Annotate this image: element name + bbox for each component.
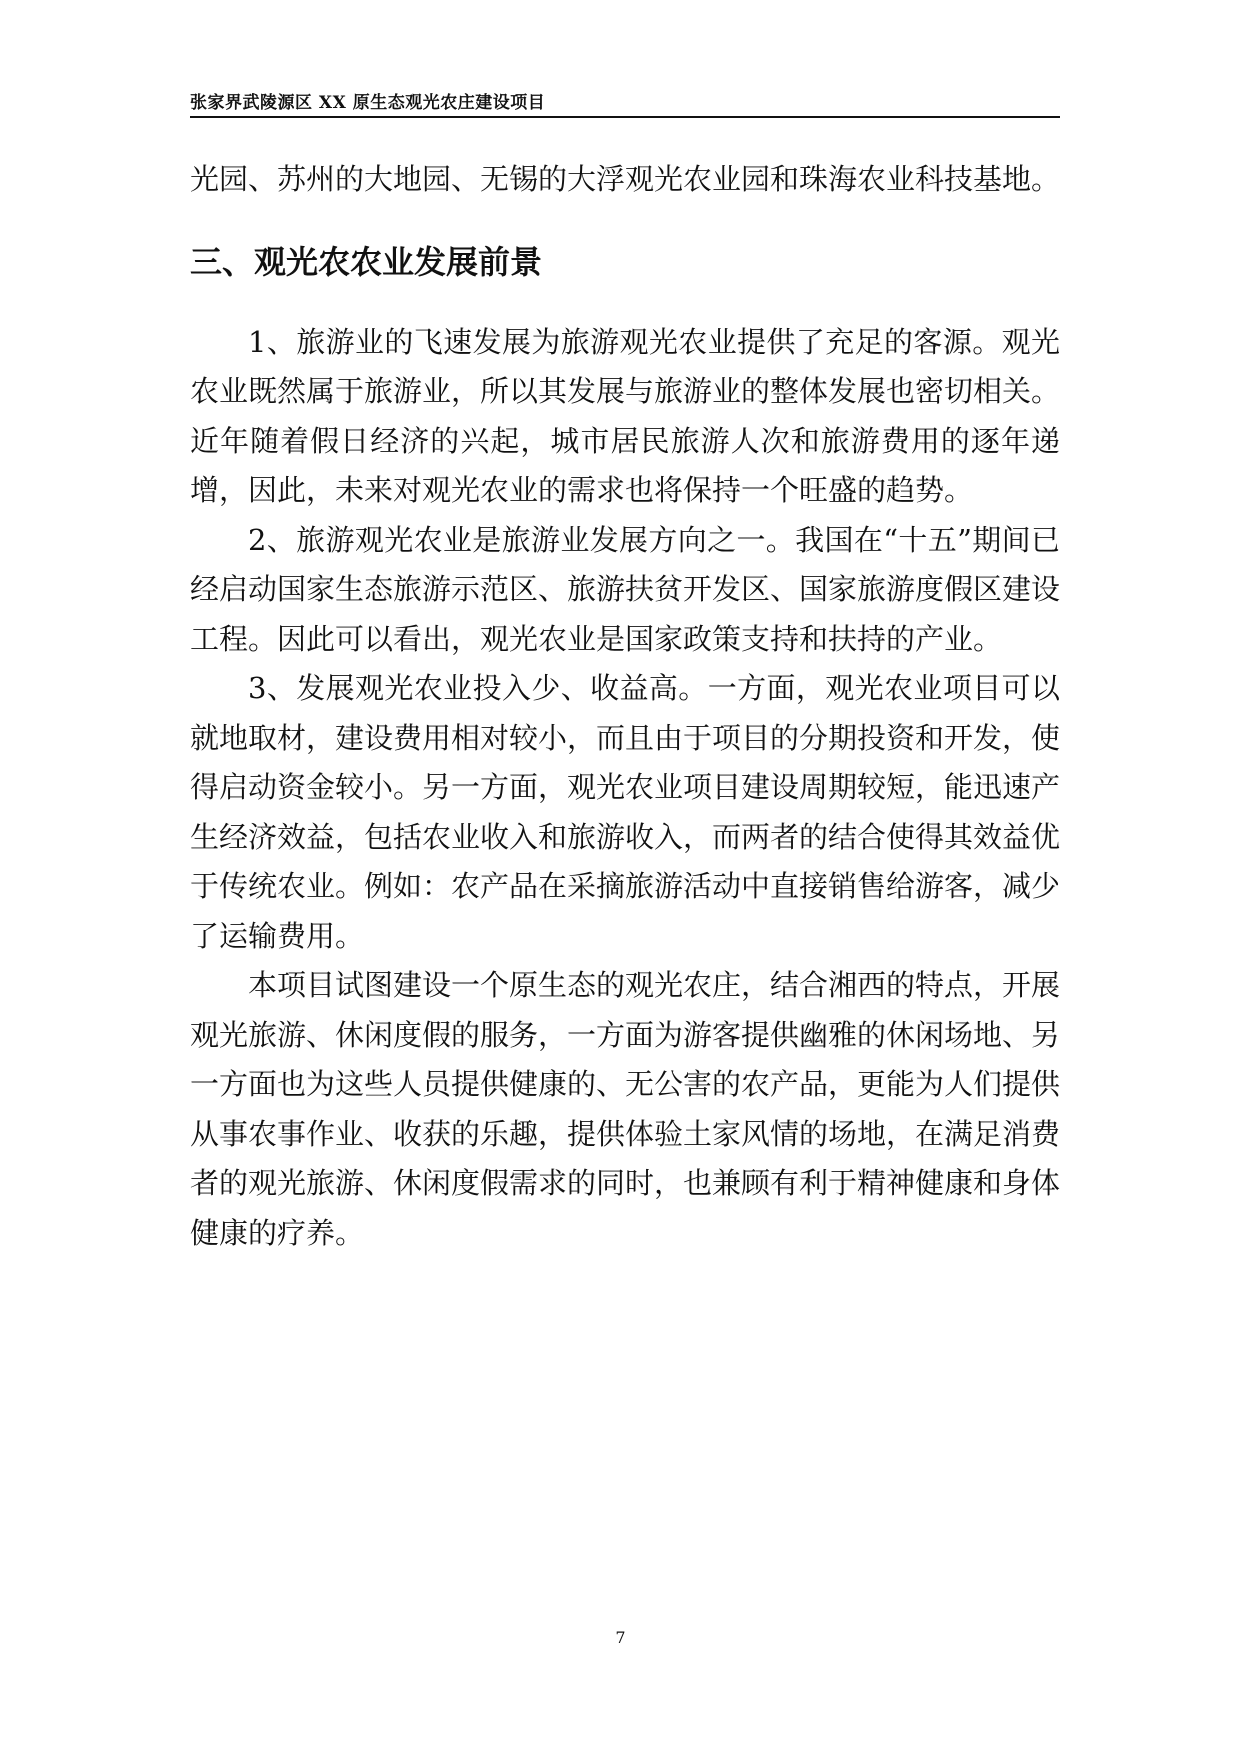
paragraph-1: 1、旅游业的飞速发展为旅游观光农业提供了充足的客源。观光农业既然属于旅游业，所以其发展与旅游业的整体发展也密切相关。近年随着假日经济的兴起，城市居民旅游人次和旅游费用的逐年递增，因此，未来对观光农业的需求也将保持一个旺盛的趋势。 (190, 324, 1061, 507)
paragraph-4: 本项目试图建设一个原生态的观光农庄，结合湘西的特点，开展观光旅游、休闲度假的服务，一方面为游客提供幽雅的休闲场地、另一方面也为这些人员提供健康的、无公害的农产品，更能为人们提供从事农事作业、收获的乐趣，提供体验土家风情的场地，在满足消费者的观光旅游、休闲度假需求的同时，也兼顾有利于精神健康和身体健康的疗养。 (190, 968, 1061, 1250)
continuation-paragraph: 光园、苏州的大地园、无锡的大浮观光农业园和珠海农业科技基地。 (190, 162, 1061, 196)
page-number: 7 (615, 1628, 626, 1647)
running-header (190, 86, 1060, 118)
paragraph-3: 3、发展观光农业投入少、收益高。一方面，观光农业项目可以就地取材，建设费用相对较小，而且由于项目的分期投资和开发，使得启动资金较小。另一方面，观光农业项目建设周期较短，能迅速产生经济效益，包括农业收入和旅游收入，而两者的结合使得其效益优于传统农业。例如：农产品在采摘旅游活动中直接销售给游客，减少了运输费用。 (190, 671, 1061, 953)
page-body (190, 155, 1060, 1258)
header-title: 张家界武陵源区 XX 原生态观光农庄建设项目 (190, 93, 546, 113)
section-heading: 三、观光农农业发展前景 (190, 242, 543, 281)
paragraph-2: 2、旅游观光农业是旅游业发展方向之一。我国在“十五”期间已经启动国家生态旅游示范区、旅游扶贫开发区、国家旅游度假区建设工程。因此可以看出，观光农业是国家政策支持和扶持的产业。 (190, 522, 1061, 656)
